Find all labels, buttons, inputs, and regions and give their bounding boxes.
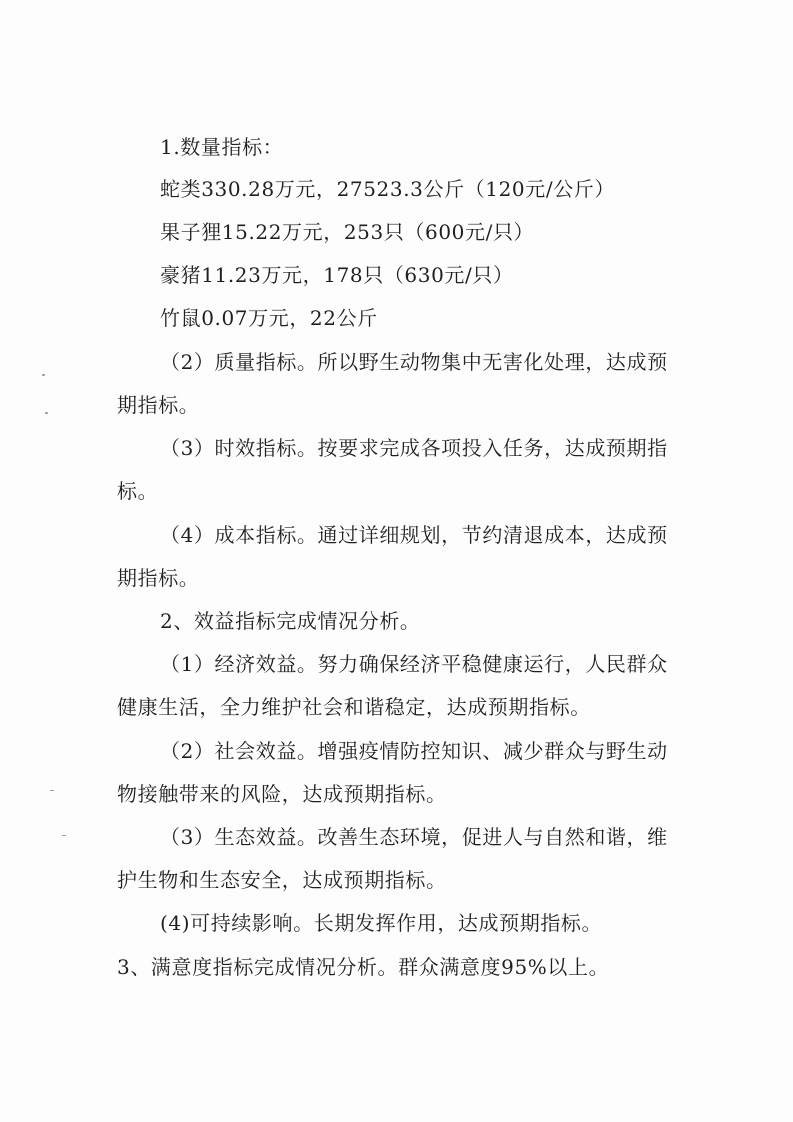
social-benefit-line-2: 物接触带来的风险，达成预期指标。 bbox=[117, 782, 447, 806]
cost-indicator-line-2: 期指标。 bbox=[117, 566, 200, 590]
cost-indicator-line-1: （4）成本指标。通过详细规划，节约清退成本，达成预 bbox=[160, 523, 668, 547]
quality-indicator-line-1: （2）质量指标。所以野生动物集中无害化处理，达成预 bbox=[160, 350, 668, 374]
porcupine-quantity-line: 豪猪11.23万元，178只（630元/只） bbox=[160, 263, 514, 287]
timeliness-indicator-line-1: （3）时效指标。按要求完成各项投入任务，达成预期指 bbox=[160, 436, 668, 460]
quality-indicator-line-2: 期指标。 bbox=[117, 393, 200, 417]
economic-benefit-line-1: （1）经济效益。努力确保经济平稳健康运行，人民群众 bbox=[160, 652, 668, 676]
snake-quantity-line: 蛇类330.28万元，27523.3公斤（120元/公斤） bbox=[160, 177, 615, 201]
timeliness-indicator-line-2: 标。 bbox=[117, 479, 159, 503]
scan-speck bbox=[62, 835, 66, 836]
scan-speck bbox=[50, 790, 54, 791]
bamboo-rat-quantity-line: 竹鼠0.07万元，22公斤 bbox=[160, 306, 378, 330]
economic-benefit-line-2: 健康生活，全力维护社会和谐稳定，达成预期指标。 bbox=[117, 695, 591, 719]
civet-quantity-line: 果子狸15.22万元，253只（600元/只） bbox=[160, 220, 535, 244]
scan-speck bbox=[45, 412, 48, 414]
ecological-benefit-line-1: （3）生态效益。改善生态环境，促进人与自然和谐，维 bbox=[160, 825, 668, 849]
benefit-indicator-heading: 2、效益指标完成情况分析。 bbox=[160, 609, 421, 633]
ecological-benefit-line-2: 护生物和生态安全，达成预期指标。 bbox=[117, 868, 447, 892]
social-benefit-line-1: （2）社会效益。增强疫情防控知识、减少群众与野生动 bbox=[160, 739, 668, 763]
quantity-indicator-heading: 1.数量指标： bbox=[160, 135, 284, 159]
scan-speck bbox=[42, 374, 45, 376]
sustainability-line: (4)可持续影响。长期发挥作用，达成预期指标。 bbox=[160, 911, 603, 935]
satisfaction-indicator-line: 3、满意度指标完成情况分析。群众满意度95%以上。 bbox=[117, 955, 610, 979]
